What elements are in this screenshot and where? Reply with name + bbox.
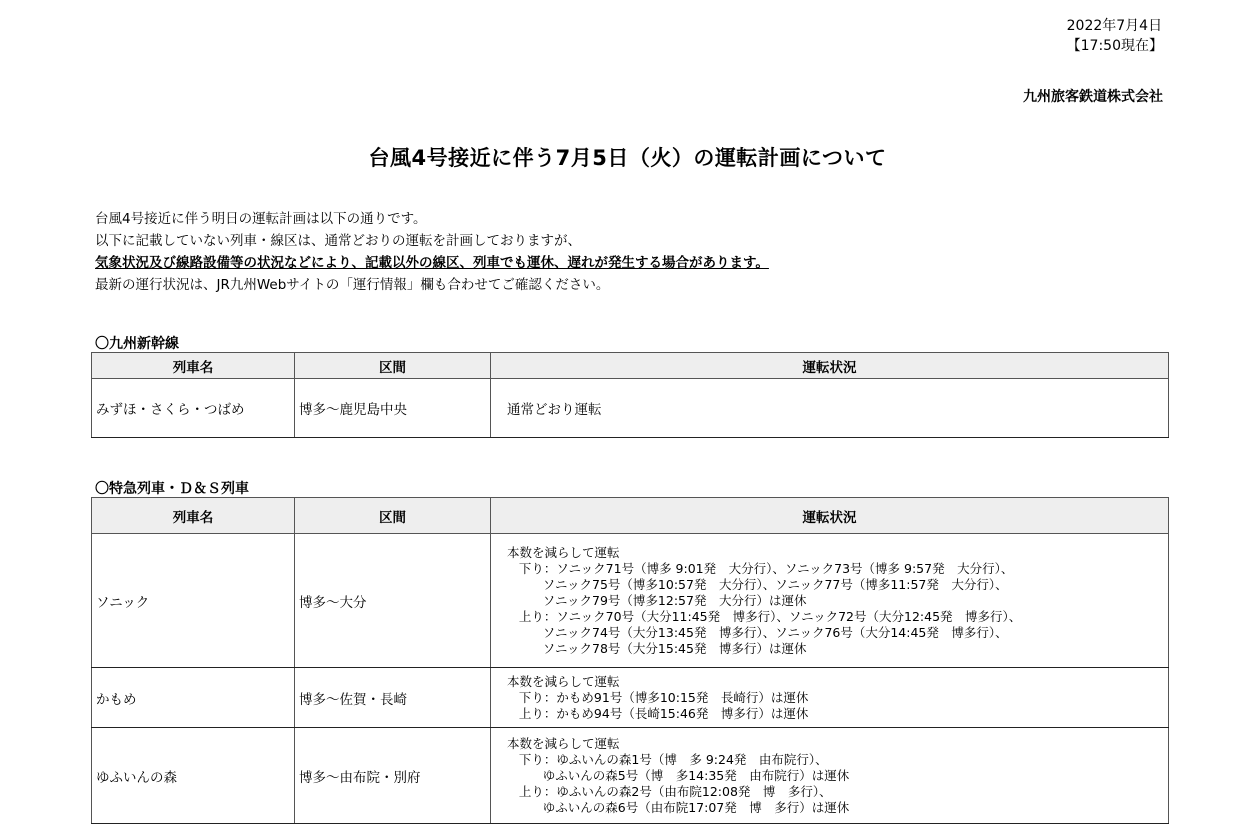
status-line: 上り：ゆふいんの森2号（由布院12:08発 博 多行）、 [507,783,832,799]
status-cell [491,534,1169,668]
intro-warning: 気象状況及び線路設備等の状況などにより、記載以外の線区、列車でも運休、遅れが発生する場合があります。 [95,255,769,271]
as-of-time: 【17:50現在】 [1066,38,1163,54]
column-header-status: 運転状況 [491,498,1169,534]
shinkansen-heading: 〇九州新幹線 [95,336,179,352]
section-cell: 博多～佐賀・長崎 [295,668,491,728]
section-cell: 博多～大分 [295,534,491,668]
section-cell: 博多～由布院・別府 [295,728,491,824]
table-header-row [92,498,1169,534]
status-line: 上り：かもめ94号（長崎15:46発 博多行）は運休 [507,705,809,721]
status-line: 本数を減らして運転 [507,544,620,560]
intro-line-1: 台風4号接近に伴う明日の運転計画は以下の通りです。 [95,211,427,227]
status-line: 下り：ソニック71号（博多 9:01発 大分行）、ソニック73号（博多 9:57発 大分行）、 [507,560,1014,576]
intro-text [95,208,769,296]
status-cell [491,668,1169,728]
train-name-cell: みずほ・さくら・つばめ [92,379,295,438]
status-line: 下り：ゆふいんの森1号（博 多 9:24発 由布院行）、 [507,751,828,767]
table-row [92,728,1169,824]
date-block [1067,16,1163,56]
company-name: 九州旅客鉄道株式会社 [1023,89,1163,105]
status-line: 下り：かもめ91号（博多10:15発 長崎行）は運休 [507,689,809,705]
section-cell: 博多～鹿児島中央 [295,379,491,438]
train-name-cell: ゆふいんの森 [92,728,295,824]
train-name-cell: ソニック [92,534,295,668]
intro-line-2: 以下に記載していない列車・線区は、通常どおりの運転を計画しておりますが、 [95,233,581,249]
status-line: 上り：ソニック70号（大分11:45発 博多行）、ソニック72号（大分12:45発 博多行）、 [507,608,1022,624]
status-line: ソニック78号（大分15:45発 博多行）は運休 [507,640,807,656]
status-cell [491,379,1169,438]
page-title: 台風4号接近に伴う7月5日（火）の運転計画について [368,146,887,170]
status-line: ゆふいんの森6号（由布院17:07発 博 多行）は運休 [507,799,850,815]
status-cell [491,728,1169,824]
status-line: 本数を減らして運転 [507,735,620,751]
column-header-train: 列車名 [92,353,295,379]
intro-line-4: 最新の運行状況は、JR九州Webサイトの「運行情報」欄も合わせてご確認ください。 [95,277,610,293]
shinkansen-table [91,352,1169,438]
limited-express-heading: 〇特急列車・Ｄ＆Ｓ列車 [95,481,249,497]
issue-date: 2022年7月4日 [1066,18,1163,34]
status-line: ゆふいんの森5号（博 多14:35発 由布院行）は運休 [507,767,850,783]
table-row [92,534,1169,668]
status-line: ソニック79号（博多12:57発 大分行）は運休 [507,592,807,608]
column-header-train: 列車名 [92,498,295,534]
limited-express-table [91,497,1169,824]
status-line: 本数を減らして運転 [507,673,620,689]
table-row [92,668,1169,728]
table-header-row [92,353,1169,379]
column-header-section: 区間 [295,498,491,534]
table-row [92,379,1169,438]
train-name-cell: かもめ [92,668,295,728]
status-line: ソニック74号（大分13:45発 博多行）、ソニック76号（大分14:45発 博多行）、 [507,624,1008,640]
column-header-section: 区間 [295,353,491,379]
status-line: ソニック75号（博多10:57発 大分行）、ソニック77号（博多11:57発 大分行）、 [507,576,1008,592]
status-line: 通常どおり運転 [507,402,602,418]
column-header-status: 運転状況 [491,353,1169,379]
